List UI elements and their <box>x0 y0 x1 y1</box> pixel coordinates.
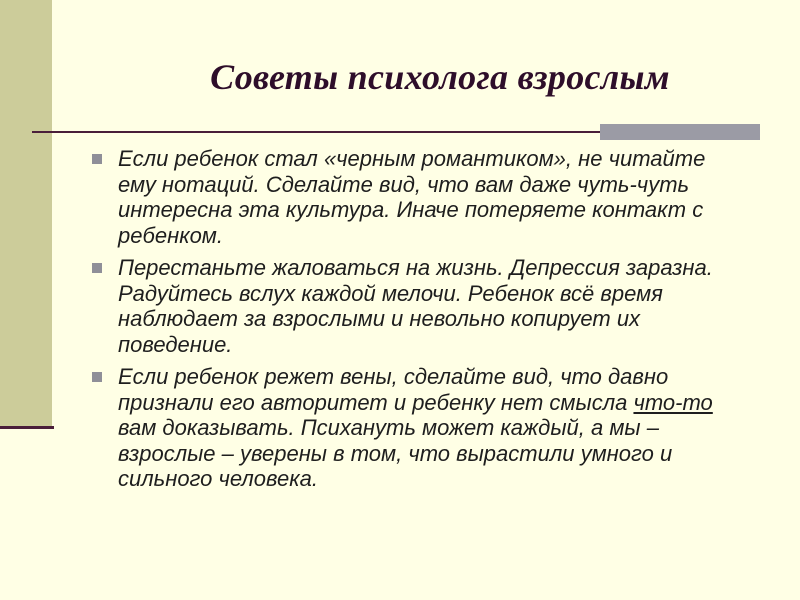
title-accent-bar <box>600 124 760 140</box>
square-bullet-icon <box>92 154 102 164</box>
list-item <box>90 255 730 357</box>
bullet-text: Перестаньте жаловаться на жизнь. Депрессия заразна. Радуйтесь вслух каждой мелочи. Ребенок всё время наблюдает за взрослыми и невольно копирует их поведение. <box>118 255 713 357</box>
bullet-text-start: Если ребенок режет вены, сделайте вид, что давно признали его авторитет и ребенку нет смысла <box>118 364 669 415</box>
side-band-underline <box>0 426 54 429</box>
bullet-text-end: вам доказывать. Психануть может каждый, а мы – взрослые – уверены в том, что вырастили умного и сильного человека. <box>118 415 673 491</box>
advice-list <box>90 146 730 499</box>
bullet-text: Если ребенок стал «черным романтиком», не читайте ему нотаций. Сделайте вид, что вам даже чуть-чуть интересна эта культура. Иначе потеряете контакт с ребенком. <box>118 146 706 248</box>
list-item <box>90 146 730 248</box>
slide-title: Советы психолога взрослым <box>210 57 670 97</box>
side-decorative-band <box>0 0 52 428</box>
list-item <box>90 364 730 492</box>
underlined-phrase: что-то <box>633 389 713 415</box>
square-bullet-icon <box>92 263 102 273</box>
square-bullet-icon <box>92 372 102 382</box>
